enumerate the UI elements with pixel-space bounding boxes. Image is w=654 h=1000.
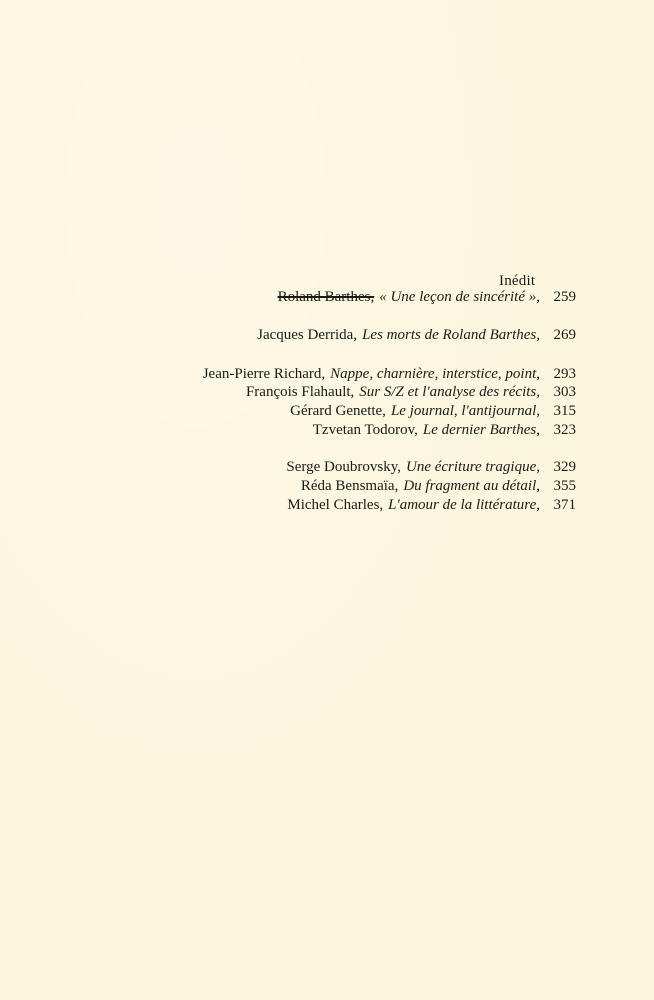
entry-author: Michel Charles, (287, 497, 384, 513)
entry-author: Tzvetan Todorov, (312, 422, 418, 438)
entry-title: « Une leçon de sincérité », (379, 289, 540, 305)
entry-title: L'amour de la littérature, (388, 497, 540, 513)
entry-title: Le journal, l'antijournal, (390, 403, 540, 419)
toc-entry (301, 478, 576, 495)
entry-page-number: 371 (553, 497, 576, 513)
entry-author: Jacques Derrida, (257, 327, 358, 343)
entry-page-number: 323 (553, 422, 576, 438)
toc-entry (246, 384, 576, 401)
toc-entry (278, 289, 576, 306)
toc-entry (287, 497, 576, 514)
entry-title: Sur S/Z et l'analyse des récits, (359, 384, 540, 400)
toc-entry (290, 403, 576, 420)
section-label-inedit: Inédit (499, 273, 536, 289)
entry-author: Gérard Genette, (290, 403, 386, 419)
entry-title: Le dernier Barthes, (422, 422, 540, 438)
entry-page-number: 259 (553, 289, 576, 305)
entry-title: Nappe, charnière, interstice, point, (330, 366, 540, 382)
entry-author: Réda Bensmaïa, (300, 478, 399, 494)
entry-author: Serge Doubrovsky, (286, 459, 401, 475)
entry-page-number: 293 (553, 366, 576, 382)
entry-author: Jean-Pierre Richard, (202, 366, 326, 382)
entry-title: Les morts de Roland Barthes, (362, 327, 540, 343)
entry-page-number: 315 (553, 403, 576, 419)
toc-entry (313, 422, 576, 439)
entry-page-number: 269 (553, 327, 576, 343)
entry-page-number: 303 (553, 384, 576, 400)
entry-author: Roland Barthes, (277, 289, 375, 305)
entry-page-number: 355 (553, 478, 576, 494)
entry-title: Du fragment au détail, (403, 478, 540, 494)
toc-entry (257, 327, 576, 344)
entry-page-number: 329 (553, 459, 576, 475)
entry-title: Une écriture tragique, (406, 459, 540, 475)
toc-entry (203, 366, 576, 383)
entry-author: François Flahault, (245, 384, 355, 400)
toc-entry (286, 459, 576, 476)
